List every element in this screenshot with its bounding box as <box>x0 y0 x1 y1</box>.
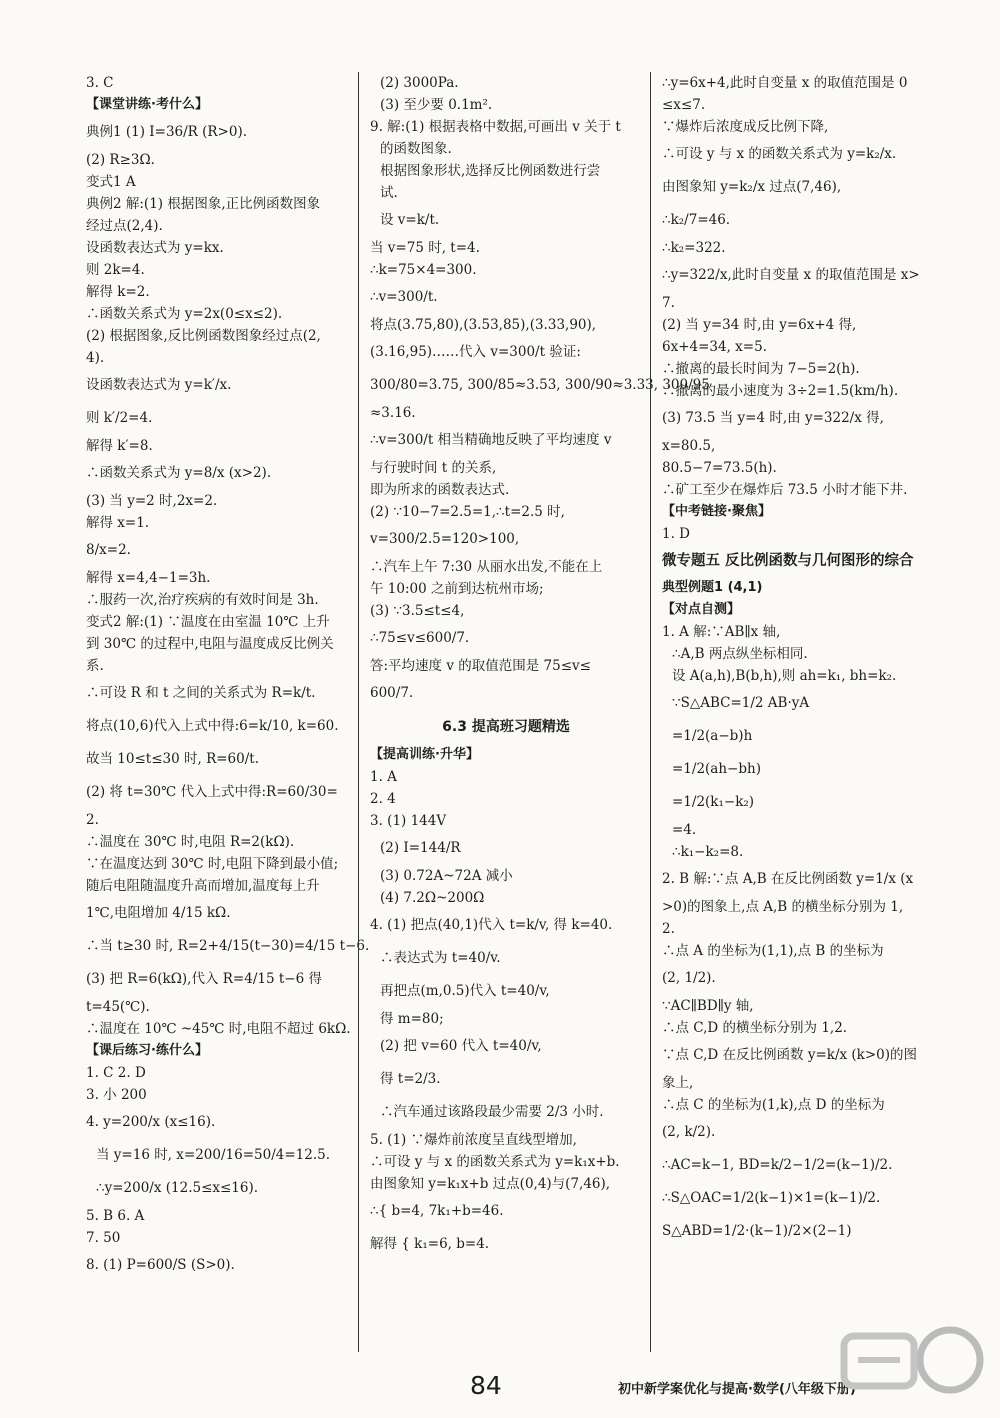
section-heading: 微专题五 反比例函数与几何图形的综合 <box>662 553 914 569</box>
text-line: ∴表达式为 t=40/v. <box>380 950 501 966</box>
text-line: 4. y=200/x (x≤16). <box>86 1114 216 1130</box>
text-line: ∴函数关系式为 y=8/x (x>2). <box>86 465 272 481</box>
text-line: 7. <box>662 295 675 311</box>
text-line: ∴y=322/x,此时自变量 x 的取值范围是 x> <box>662 267 920 283</box>
text-line: 答:平均速度 v 的取值范围是 75≤v≤ <box>370 658 591 674</box>
section-heading: 【对点自测】 <box>662 602 741 617</box>
text-line: ∵爆炸后浓度成反比例下降, <box>662 119 829 135</box>
text-line: 1. C 2. D <box>86 1065 146 1081</box>
text-line: (3) 当 y=2 时,2x=2. <box>86 493 218 509</box>
section-heading: 典型例题1 (4,1) <box>662 580 763 595</box>
section-heading: 【课后练习·练什么】 <box>86 1043 208 1058</box>
watermark-logo <box>838 1318 988 1408</box>
text-line: 2. B 解:∵点 A,B 在反比例函数 y=1/x (x <box>662 871 914 887</box>
text-line: 80.5−7=73.5(h). <box>662 460 777 476</box>
text-line: 则 2k=4. <box>86 262 145 278</box>
text-line: (2) 当 y=34 时,由 y=6x+4 得, <box>662 317 857 333</box>
text-line: ∴75≤v≤600/7. <box>370 630 470 646</box>
text-line: 5. B 6. A <box>86 1208 145 1224</box>
text-line: 象上, <box>662 1075 694 1091</box>
text-line: 300/80=3.75, 300/85≈3.53, 300/90≈3.33, 300/95 <box>370 377 710 393</box>
text-line: (2) I=144/R <box>380 840 461 856</box>
text-line: (2) R≥3Ω. <box>86 152 155 168</box>
section-heading: 【课堂讲练·考什么】 <box>86 97 208 112</box>
text-line: 随后电阻随温度升高而增加,温度每上升 <box>86 878 320 894</box>
text-line: >0)的图象上,点 A,B 的横坐标分别为 1, <box>662 899 904 915</box>
text-line: 4). <box>86 350 105 366</box>
text-line: (2) 3000Pa. <box>380 75 459 91</box>
text-line: 故当 10≤t≤30 时, R=60/t. <box>86 751 259 767</box>
text-line: 7. 50 <box>86 1230 121 1246</box>
section-heading: 6.3 提高班习题精选 <box>442 719 570 735</box>
text-line: S△ABD=1/2·(k−1)/2×(2−1) <box>662 1223 852 1239</box>
text-line: =1/2(ah−bh) <box>672 761 761 777</box>
text-line: 得 m=80; <box>380 1011 444 1027</box>
text-line: ∴温度在 10℃ ~45℃ 时,电阻不超过 6kΩ. <box>86 1021 351 1037</box>
text-line: 午 10:00 之前到达杭州市场; <box>370 581 544 597</box>
text-line: 8/x=2. <box>86 542 131 558</box>
text-line: 试. <box>380 185 398 201</box>
text-line: (3) 至少要 0.1m². <box>380 97 493 113</box>
text-line: (3) 把 R=6(kΩ),代入 R=4/15 t−6 得 <box>86 971 322 987</box>
text-line: 1. A 解:∵AB∥x 轴, <box>662 624 781 640</box>
text-line: ∴服药一次,治疗疾病的有效时间是 3h. <box>86 592 319 608</box>
text-line: ∴y=200/x (12.5≤x≤16). <box>96 1180 259 1196</box>
text-line: ∵S△ABC=1/2 AB·yA <box>672 695 810 711</box>
text-line: 当 v=75 时, t=4. <box>370 240 480 256</box>
column-divider <box>650 72 651 1352</box>
text-line: 经过点(2,4). <box>86 218 163 234</box>
text-line: ≈3.16. <box>370 405 416 421</box>
text-line: =1/2(a−b)h <box>672 728 753 744</box>
text-line: ∴v=300/t. <box>370 289 438 305</box>
text-line: (2, 1/2). <box>662 970 716 986</box>
text-line: 解得 x=1. <box>86 515 150 531</box>
text-line: 的函数图象. <box>380 141 452 157</box>
text-line: (2) 将 t=30℃ 代入上式中得:R=60/30= <box>86 784 338 800</box>
text-line: ∵AC∥BD∥y 轴, <box>662 998 754 1014</box>
text-line: 5. (1) ∵爆炸前浓度呈直线型增加, <box>370 1132 577 1148</box>
text-line: ∴汽车通过该路段最少需要 2/3 小时. <box>380 1104 604 1120</box>
text-line: 即为所求的函数表达式. <box>370 482 510 498</box>
text-line: ∴k₁−k₂=8. <box>672 844 744 860</box>
text-line: 2. <box>662 921 675 937</box>
column-right <box>662 72 930 1248</box>
text-line: ∴撤离的最小速度为 3÷2=1.5(km/h). <box>662 383 899 399</box>
page-number: 84 <box>470 1371 502 1400</box>
text-line: 1℃,电阻增加 4/15 kΩ. <box>86 905 231 921</box>
text-line: 由图象知 y=k₂/x 过点(7,46), <box>662 179 842 195</box>
text-line: 设 A(a,h),B(b,h),则 ah=k₁, bh=k₂. <box>672 668 897 684</box>
text-line: 系. <box>86 658 104 674</box>
text-line: 2. 4 <box>370 791 396 807</box>
text-line: 到 30℃ 的过程中,电阻与温度成反比例关 <box>86 636 334 652</box>
text-line: ∴{ b=4, 7k₁+b=46. <box>370 1203 504 1219</box>
text-line: t=45(℃). <box>86 999 150 1015</box>
text-line: (3) ∵3.5≤t≤4, <box>370 603 465 619</box>
text-line: 解得 x=4,4−1=3h. <box>86 570 211 586</box>
text-line: ∴当 t≥30 时, R=2+4/15(t−30)=4/15 t−6. <box>86 938 370 954</box>
text-line: (3) 73.5 当 y=4 时,由 y=322/x 得, <box>662 410 884 426</box>
column-divider <box>358 72 359 1352</box>
text-line: ∴撤离的最长时间为 7−5=2(h). <box>662 361 860 377</box>
text-line: 3. (1) 144V <box>370 813 447 829</box>
text-line: ∴k=75×4=300. <box>370 262 477 278</box>
text-line: ≤x≤7. <box>662 97 706 113</box>
text-line: ∴y=6x+4,此时自变量 x 的取值范围是 0 <box>662 75 908 91</box>
text-line: ∴可设 y 与 x 的函数关系式为 y=k₂/x. <box>662 146 897 162</box>
text-line: ∴函数关系式为 y=2x(0≤x≤2). <box>86 306 283 322</box>
text-line: 将点(10,6)代入上式中得:6=k/10, k=60. <box>86 718 339 734</box>
text-line: (2) 把 v=60 代入 t=40/v, <box>380 1038 542 1054</box>
text-line: 600/7. <box>370 685 414 701</box>
text-line: ∴v=300/t 相当精确地反映了平均速度 v <box>370 432 612 448</box>
text-line: ∴S△OAC=1/2(k−1)×1=(k−1)/2. <box>662 1190 881 1206</box>
text-line: 设函数表达式为 y=k′/x. <box>86 377 232 393</box>
text-line: 设函数表达式为 y=kx. <box>86 240 224 256</box>
text-line: =4. <box>672 822 697 838</box>
text-line: 典例2 解:(1) 根据图象,正比例函数图象 <box>86 196 321 212</box>
text-line: ∴点 C 的坐标为(1,k),点 D 的坐标为 <box>662 1097 885 1113</box>
text-line: x=80.5, <box>662 438 716 454</box>
text-line: 得 t=2/3. <box>380 1071 441 1087</box>
text-line: ∴温度在 30℃ 时,电阻 R=2(kΩ). <box>86 834 295 850</box>
text-line: ∴k₂/7=46. <box>662 212 731 228</box>
text-line: 1. A <box>370 769 397 785</box>
text-line: (3) 0.72A~72A 减小 <box>380 868 513 884</box>
text-line: 由图象知 y=k₁x+b 过点(0,4)与(7,46), <box>370 1176 611 1192</box>
text-line: (3.16,95)……代入 v=300/t 验证: <box>370 344 581 360</box>
text-line: 将点(3.75,80),(3.53,85),(3.33,90), <box>370 317 597 333</box>
text-line: 解得 k=2. <box>86 284 150 300</box>
footer-book-title: 初中新学案优化与提高·数学(八年级下册) <box>618 1382 856 1397</box>
text-line: v=300/2.5=120>100, <box>370 531 520 547</box>
text-line: ∴AC=k−1, BD=k/2−1/2=(k−1)/2. <box>662 1157 893 1173</box>
text-line: =1/2(k₁−k₂) <box>672 794 755 810</box>
text-line: 典例1 (1) I=36/R (R>0). <box>86 124 248 140</box>
text-line: (2) ∵10−7=2.5=1,∴t=2.5 时, <box>370 504 565 520</box>
text-line: 根据图象形状,选择反比例函数进行尝 <box>380 163 601 179</box>
text-line: ∴可设 R 和 t 之间的关系式为 R=k/t. <box>86 685 316 701</box>
text-line: ∴k₂=322. <box>662 240 726 256</box>
text-line: 与行驶时间 t 的关系, <box>370 460 497 476</box>
text-line: (2) 根据图象,反比例函数图象经过点(2, <box>86 328 321 344</box>
text-line: ∴点 A 的坐标为(1,1),点 B 的坐标为 <box>662 943 884 959</box>
section-heading: 【中考链接·聚焦】 <box>662 504 771 519</box>
text-line: 解得 k′=8. <box>86 438 153 454</box>
text-line: 9. 解:(1) 根据表格中数据,可画出 v 关于 t <box>370 119 621 135</box>
text-line: ∴汽车上午 7:30 从丽水出发,不能在上 <box>370 559 603 575</box>
text-line: ∴点 C,D 的横坐标分别为 1,2. <box>662 1020 848 1036</box>
text-line: 则 k′/2=4. <box>86 410 153 426</box>
text-line: 3. C <box>86 75 114 91</box>
text-line: ∵点 C,D 在反比例函数 y=k/x (k>0)的图 <box>662 1047 918 1063</box>
text-line: 解得 { k₁=6, b=4. <box>370 1236 490 1252</box>
text-line: (4) 7.2Ω~200Ω <box>380 890 485 906</box>
text-line: 6x+4=34, x=5. <box>662 339 767 355</box>
text-line: 设 v=k/t. <box>380 212 440 228</box>
section-heading: 【提高训练·升华】 <box>370 747 479 762</box>
text-line: 1. D <box>662 526 690 542</box>
text-line: 再把点(m,0.5)代入 t=40/v, <box>380 983 550 999</box>
text-line: ∵在温度达到 30℃ 时,电阻下降到最小值; <box>86 856 339 872</box>
text-line: 变式2 解:(1) ∵温度在由室温 10℃ 上升 <box>86 614 330 630</box>
text-line: 8. (1) P=600/S (S>0). <box>86 1257 235 1273</box>
text-line: ∴可设 y 与 x 的函数关系式为 y=k₁x+b. <box>370 1154 620 1170</box>
text-line: 3. 小 200 <box>86 1087 147 1103</box>
text-line: 当 y=16 时, x=200/16=50/4=12.5. <box>96 1147 330 1163</box>
text-line: (2, k/2). <box>662 1124 716 1140</box>
column-left <box>86 72 370 1282</box>
text-line: ∴A,B 两点纵坐标相同. <box>672 646 808 662</box>
text-line: 2. <box>86 812 99 828</box>
text-line: 变式1 A <box>86 174 136 190</box>
text-line: 4. (1) 把点(40,1)代入 t=k/v, 得 k=40. <box>370 917 613 933</box>
text-line: ∴矿工至少在爆炸后 73.5 小时才能下井. <box>662 482 908 498</box>
